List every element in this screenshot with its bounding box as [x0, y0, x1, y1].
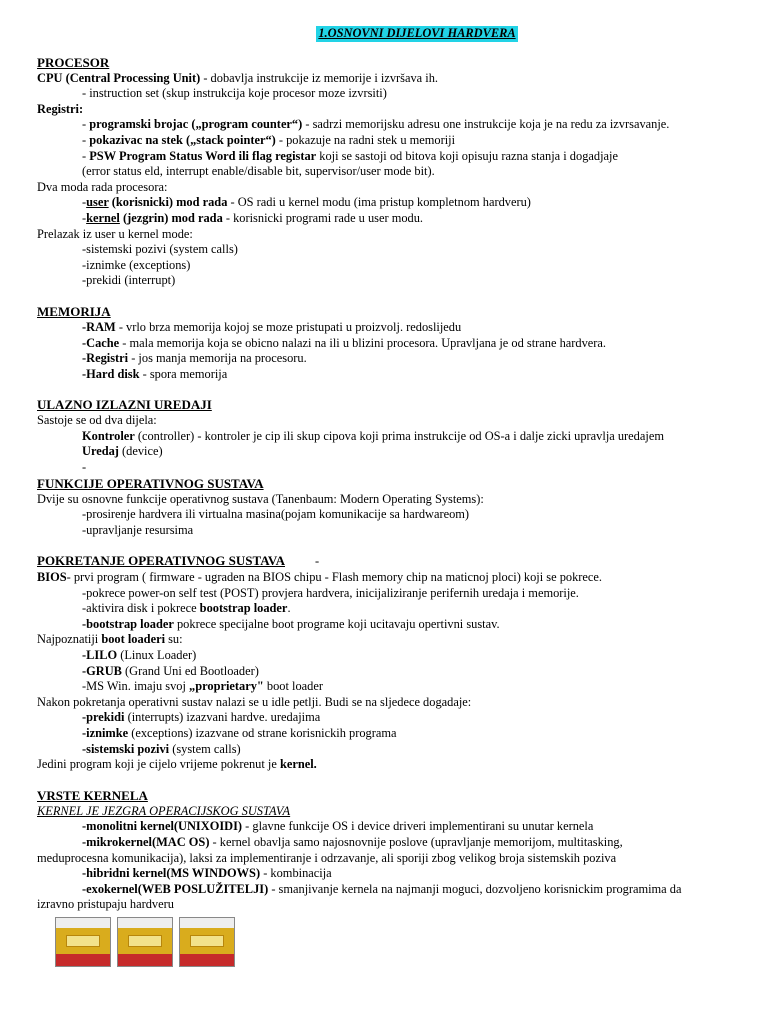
kernel-diagram-microkernel	[117, 917, 173, 967]
dogadaj-item: -prekidi (interrupts) izazvani hardve. uredajima	[82, 710, 321, 725]
heading-pokretanje-row: POKRETANJE OPERATIVNOG SUSTAVA -	[37, 553, 320, 569]
dogadaj-item: -sistemski pozivi (system calls)	[82, 741, 241, 756]
page-title: 1.OSNOVNI DIJELOVI HARDVERA	[318, 26, 516, 40]
bios-line: BIOS- prvi program ( firmware - ugraden na BIOS chipu - Flash memory chip na maticnoj ploci) koji se pokrece.	[37, 570, 603, 585]
spacer	[37, 382, 737, 397]
lilo-line: -LILO (Linux Loader)	[82, 648, 197, 662]
jedini-line: Jedini program koji je cijelo vrijeme pokrenut je kernel.	[37, 757, 317, 772]
kernel-diagram-hybrid	[179, 917, 235, 967]
kernel-mode-line: -kernel (jezgrin) mod rada - korisnicki programi rade u user modu.	[82, 210, 424, 225]
heading-memorija: MEMORIJA	[37, 303, 111, 319]
user-mode-line: -user (korisnicki) mod rada - OS radi u kernel modu (ima pristup kompletnom hardveru)	[82, 195, 531, 210]
ms-line: -MS Win. imaju svoj „proprietary" boot loader	[82, 679, 323, 694]
title-wrap	[97, 26, 737, 42]
spacer	[37, 773, 737, 788]
najpoznatiji-line: Najpoznatiji boot loaderi su:	[37, 632, 183, 647]
prelazak-label: Prelazak iz user u kernel mode:	[37, 226, 193, 241]
ulazno-intro: Sastoje se od dva dijela:	[37, 413, 157, 428]
prelazak-item: -prekidi (interrupt)	[82, 273, 176, 288]
heading-vrste-kernela: VRSTE KERNELA	[37, 787, 148, 803]
funkcije-intro: Dvije su osnovne funkcije operativnog sustava (Tanenbaum: Modern Operating Systems):	[37, 491, 484, 506]
kernel-diagram-image	[55, 917, 235, 967]
cpu-line: CPU (Central Processing Unit) - dobavlja instrukcije iz memorije i izvršava ih.	[37, 70, 438, 85]
memorija-item: -RAM - vrlo brza memorija kojoj se moze pristupati u proizvolj. redoslijedu	[82, 319, 462, 334]
sp-line: - pokazivac na stek („stack pointer“) - pokazuje na radni stek u memoriji	[82, 132, 456, 147]
psw-note: (error status eld, interrupt enable/disable bit, supervisor/user mode bit).	[82, 164, 435, 179]
memorija-item: -Cache - mala memorija koja se obicno nalazi na ili u blizini procesora. Upravljana je od strane hardvera.	[82, 335, 607, 350]
registri-label: Registri:	[37, 101, 84, 116]
psw-line: - PSW Program Status Word ili flag registar koji se sastoji od bitova koji opisuju razna stanja i dogadjaje	[82, 148, 618, 163]
bootstrap-loader-line: -bootstrap loader pokrece specijalne boot programe koji ucitavaju opertivni sustav.	[82, 616, 500, 631]
grub-line: -GRUB (Grand Uni ed Bootloader)	[82, 663, 259, 678]
post-line: -pokrece power-on self test (POST) provjera hardvera, inicijaliziranje perifernih uredaja i memorije.	[82, 585, 579, 600]
dogadaj-item: -iznimke (exceptions) izazvane od strane korisnickih programa	[82, 725, 397, 740]
funkcije-item: -upravljanje resursima	[82, 522, 194, 537]
heading-procesor: PROCESOR	[37, 54, 110, 70]
kernel-item: -hibridni kernel(MS WINDOWS) - kombinacija	[82, 866, 332, 881]
prelazak-item: -sistemski pozivi (system calls)	[82, 242, 238, 257]
spacer	[37, 538, 737, 553]
memorija-item: -Hard disk - spora memorija	[82, 366, 228, 381]
nakon-line: Nakon pokretanja operativni sustav nalazi se u idle petlji. Budi se na sljedece dogadaje:	[37, 694, 472, 709]
kernel-item: -exokernel(WEB POSLUŽITELJI) - smanjivanje kernela na najmanji moguci, dozvoljeno korisnickim programima da izravno pristupaju hardveru	[37, 881, 682, 912]
kontroler-line: Kontroler (controller) - kontroler je cip ili skup cipova koji prima instrukcije od OS-a i dalje zicki upravlja uredajem	[82, 428, 664, 443]
kernel-item: -mikrokernel(MAC OS) - kernel obavlja samo najosnovnije poslove (upravljanje memorijom, multitasking, meduprocesna komunikacija), laksi za implementiranje i odrzavanje, ali sporiji zbog velikog broja sistemskih poziva	[37, 834, 623, 865]
funkcije-item: -prosirenje hardvera ili virtualna masina(pojam komunikacije sa hardwareom)	[82, 507, 470, 522]
pc-line: - programski brojac („program counter“) - sadrzi memorijsku adresu one instrukcije koja je na redu za izvrsavanje.	[82, 117, 670, 132]
aktivira-line: -aktivira disk i pokrece bootstrap loader.	[82, 601, 291, 616]
prelazak-item: -iznimke (exceptions)	[82, 257, 191, 272]
dva-moda-label: Dva moda rada procesora:	[37, 179, 168, 194]
kernel-subheading: KERNEL JE JEZGRA OPERACIJSKOG SUSTAVA	[37, 803, 291, 818]
kernel-item: -monolitni kernel(UNIXOIDI) - glavne funkcije OS i device driveri implementirani su unutar kernela	[82, 819, 594, 834]
memorija-item: -Registri - jos manja memorija na procesoru.	[82, 351, 307, 366]
document-page	[37, 26, 737, 967]
heading-funkcije: FUNKCIJE OPERATIVNOG SUSTAVA	[37, 475, 264, 491]
heading-ulazno-izlazni: ULAZNO IZLAZNI UREDAJI	[37, 397, 212, 413]
ulazno-dash: -	[82, 460, 87, 475]
uredaj-line: Uredaj (device)	[82, 444, 163, 459]
instruction-set-line: - instruction set (skup instrukcija koje procesor moze izvrsiti)	[82, 86, 387, 101]
spacer	[37, 289, 737, 304]
heading-pokretanje: POKRETANJE OPERATIVNOG SUSTAVA	[37, 553, 286, 569]
kernel-diagram-monolithic	[55, 917, 111, 967]
